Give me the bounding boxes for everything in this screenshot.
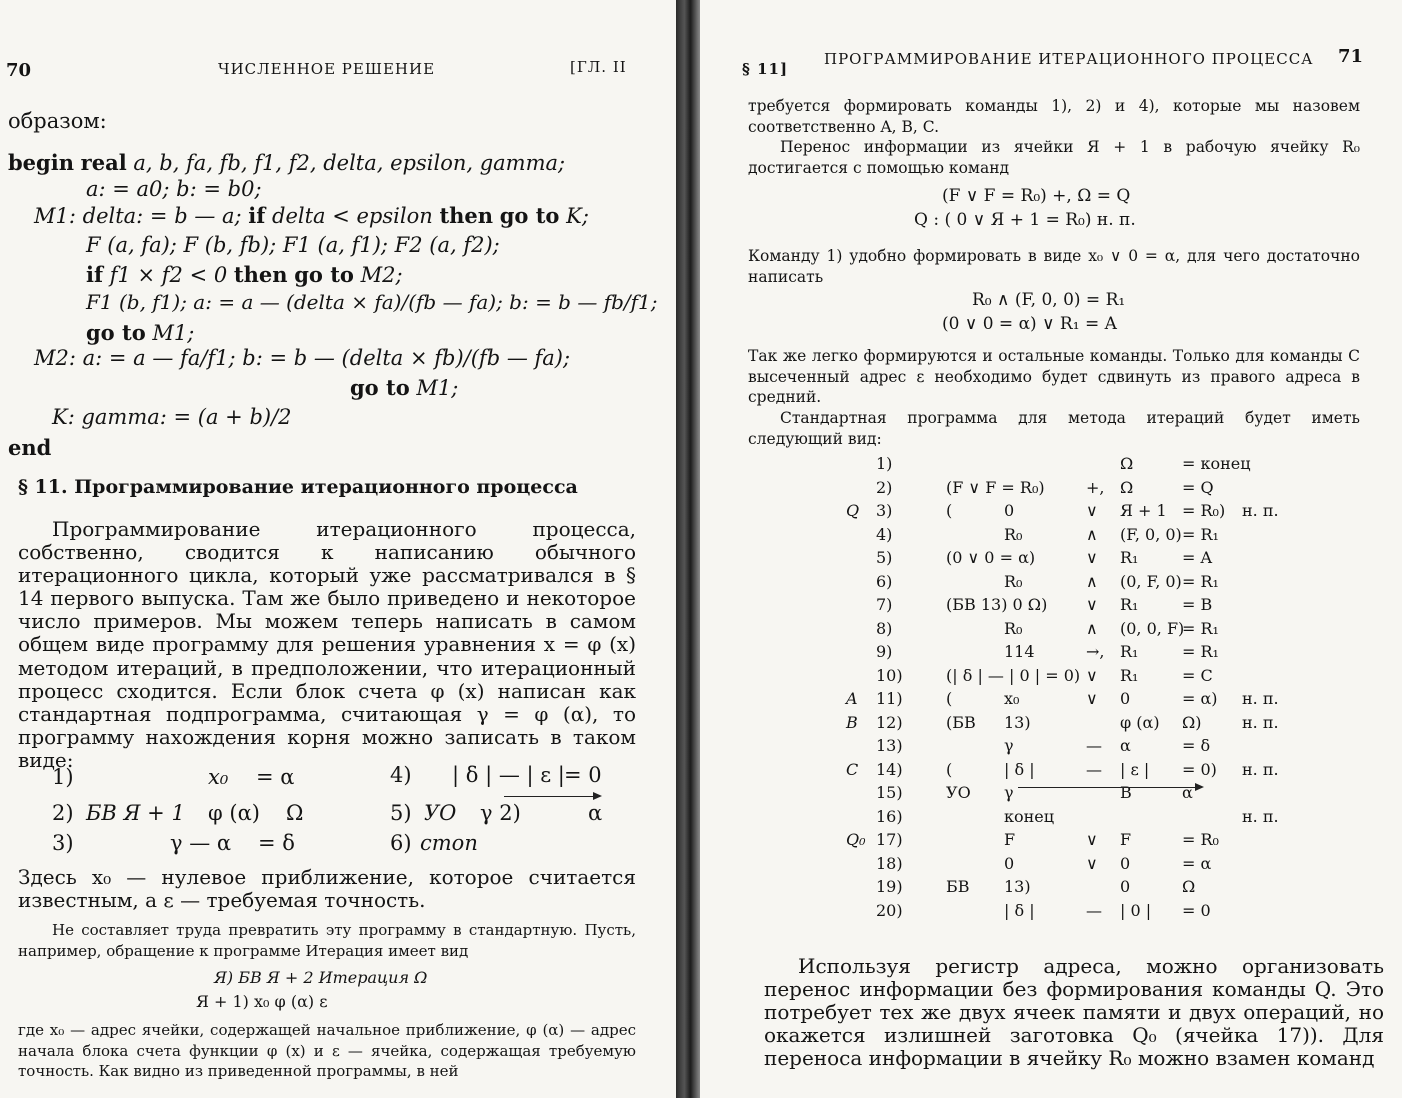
kw-goto-1: go to [499, 203, 560, 228]
table-cell-c: (F, 0, 0) [1120, 524, 1182, 544]
right-page [700, 0, 1402, 1098]
code-declarations: a, b, fa, fb, f1, f2, delta, epsilon, gamma; [133, 151, 566, 175]
table-cell-b: конец [1004, 806, 1055, 826]
table-cell-c: R₁ [1120, 595, 1139, 614]
table-cell-c: F [1120, 830, 1132, 849]
code-line-begin [8, 151, 565, 175]
table-cell-c: φ (α) [1120, 712, 1160, 732]
label-k: K: [52, 405, 75, 429]
table-cell-np: н. п. [1242, 759, 1279, 779]
table-cell-n: 9) [876, 642, 893, 661]
table-cell-n: 15) [876, 783, 903, 802]
left-chapter-ref: [ГЛ. II [570, 58, 627, 76]
m1-statement: delta: = b — a; [82, 204, 242, 228]
table-cell-c: 0 [1120, 853, 1131, 873]
left-running-head: ЧИСЛЕННОЕ РЕШЕНИЕ [218, 60, 436, 78]
table-cell-op: — [1086, 759, 1102, 779]
table-cell-c: | 0 | [1120, 900, 1152, 920]
formula-1-line-2: Q : ( 0 ∨ Я + 1 = R₀) н. п. [914, 210, 1136, 230]
table-cell-b: γ [1004, 783, 1014, 802]
code-line-7 [86, 321, 194, 345]
table-cell-b: | δ | [1004, 759, 1035, 779]
table-cell-op: ∨ [1086, 830, 1098, 849]
table-cell-d: = Q [1182, 477, 1214, 497]
table-cell-op: ∨ [1086, 689, 1098, 708]
table-cell-op: ∧ [1086, 524, 1098, 544]
table-cell-d: = R₁ [1182, 642, 1219, 661]
table-cell-n: 14) [876, 759, 903, 779]
table-cell-d: = R₀) [1182, 501, 1226, 520]
table-cell-d: = конец [1182, 454, 1251, 473]
intro-text: образом: [8, 109, 107, 133]
formula-1-line-1: (F ∨ F = R₀) +, Ω = Q [942, 186, 1131, 206]
kw-begin: begin [8, 150, 74, 175]
table-cell-op: +, [1086, 477, 1105, 497]
table-cell-d: = R₁ [1182, 571, 1219, 591]
prog-a-5: УО [424, 801, 457, 825]
table-cell-b: | δ | [1004, 900, 1035, 920]
section-title: § 11. Программирование итерационного процесса [18, 476, 578, 498]
table-cell-b: 13) [1004, 712, 1031, 732]
table-cell-b: 13) [1004, 877, 1031, 896]
table-cell-op: ∨ [1086, 665, 1098, 685]
table-cell-op: ∨ [1086, 548, 1098, 567]
table-cell-a: (F ∨ F = R₀) [946, 477, 1045, 497]
table-cell-c: α [1120, 736, 1131, 755]
table-cell-np: н. п. [1242, 806, 1279, 826]
label-m2: M2: [34, 346, 76, 370]
table-cell-d: = B [1182, 595, 1213, 614]
prog-b-2: φ (α) [208, 801, 260, 825]
code-line-m1 [34, 204, 589, 228]
right-para-4: Так же легко формируются и остальные команды. Только для команды C высеченный адрес ε необходимо будет сдвинуть из правого адреса в средний. [748, 347, 1360, 406]
table-cell-d: = δ [1182, 736, 1211, 755]
code-line-k [52, 406, 292, 429]
kw-then-2: then [233, 262, 288, 287]
table-cell-c: (0, 0, F) [1120, 618, 1185, 638]
kw-if-1: if [248, 203, 266, 228]
formula-2-line-2: (0 ∨ 0 = α) ∨ R₁ = A [942, 314, 1117, 334]
table-cell-op: ∧ [1086, 618, 1098, 638]
prog-n-1: 1) [52, 765, 74, 789]
right-para-3: Команду 1) удобно формировать в виде x₀ ∨ 0 = α, для чего достаточно написать [748, 247, 1360, 286]
kw-goto-3: go to [86, 320, 146, 345]
table-cell-n: 2) [876, 477, 893, 497]
table-cell-b: R₀ [1004, 618, 1023, 638]
table-cell-n: 19) [876, 877, 903, 896]
left-page [0, 0, 676, 1098]
table-cell-n: 10) [876, 665, 903, 685]
table-cell-lab: Q₀ [846, 830, 866, 849]
table-cell-b: 0 [1004, 501, 1015, 520]
prog-c-3: = δ [258, 831, 295, 855]
table-cell-op: ∨ [1086, 501, 1098, 520]
code-line-6: F1 (b, f1); a: = a — (delta × fa)/(fb — fa); b: = b — fb/f1; [86, 290, 658, 314]
code-line-4: F (a, fa); F (b, fb); F1 (a, f1); F2 (a, f2); [86, 233, 500, 257]
table-cell-op: ∨ [1086, 853, 1098, 873]
code-line-9 [350, 376, 458, 400]
table-cell-d: = C [1182, 665, 1213, 685]
table-cell-d: = A [1182, 548, 1213, 567]
prog-b-3: γ — α [170, 831, 232, 855]
table-cell-b: γ [1004, 736, 1014, 755]
table-cell-c: R₁ [1120, 642, 1139, 661]
prog-c-5: α [588, 801, 603, 825]
table-cell-n: 12) [876, 712, 903, 732]
table-cell-a: ( [946, 501, 953, 520]
table-cell-c: Я + 1 [1120, 501, 1167, 520]
table-cell-n: 16) [876, 806, 903, 826]
table-cell-d: = 0 [1182, 900, 1211, 920]
call-line-1: Я) БВ Я + 2 Итерация Ω [214, 968, 428, 987]
table-cell-n: 8) [876, 618, 893, 638]
kw-goto-4: go to [350, 375, 410, 400]
table-cell-c: | ε | [1120, 759, 1150, 779]
table-cell-a: УО [946, 783, 971, 802]
prog-b-1: x₀ [208, 765, 229, 789]
prog-n-2: 2) [52, 801, 74, 825]
table-cell-d: = α [1182, 853, 1212, 873]
prog-c-4: = 0 [564, 763, 602, 787]
table-cell-lab: C [846, 759, 859, 779]
transfer-arrow [504, 796, 600, 797]
table-cell-n: 13) [876, 736, 903, 755]
prog-a-6: стоп [420, 831, 478, 855]
table-cell-c: Ω [1120, 477, 1134, 497]
table-cell-np: н. п. [1242, 712, 1279, 732]
goto-target-3: M1; [152, 321, 195, 345]
table-cell-n: 6) [876, 571, 893, 591]
table-cell-d: Ω [1182, 877, 1196, 896]
kw-real: real [80, 150, 127, 175]
table-transfer-arrow [1018, 787, 1202, 788]
goto-target-2: M2; [360, 263, 403, 287]
table-cell-lab: Q [846, 501, 860, 520]
label-m1: M1: [34, 204, 76, 228]
prog-n-6: 6) [390, 831, 412, 855]
table-cell-n: 7) [876, 595, 893, 614]
table-cell-a: (0 ∨ 0 = α) [946, 548, 1036, 567]
table-cell-d: = R₁ [1182, 524, 1219, 544]
prog-n-5: 5) [390, 801, 412, 825]
right-section-ref: § 11] [742, 60, 789, 78]
table-cell-n: 5) [876, 548, 893, 567]
table-cell-n: 20) [876, 900, 903, 920]
code-line-5 [86, 263, 403, 287]
k-statement: gamma: = (a + b)/2 [81, 405, 292, 429]
table-cell-d: = 0) [1182, 759, 1217, 779]
paragraph-3: Не составляет труда превратить эту программу в стандартную. Пусть, например, обращение к программе Итерация имеет вид [18, 921, 636, 960]
table-cell-b: x₀ [1004, 689, 1020, 708]
table-cell-np: н. п. [1242, 501, 1279, 520]
prog-c-2: Ω [286, 801, 304, 825]
condition-1: delta < epsilon [272, 204, 433, 228]
kw-end: end [8, 435, 52, 460]
table-cell-d: = α) [1182, 689, 1218, 708]
book-gutter [676, 0, 700, 1098]
call-line-2: Я + 1) x₀ φ (α) ε [196, 992, 328, 1011]
table-cell-a: (| δ | — | 0 | = 0) [946, 665, 1081, 685]
condition-2: f1 × f2 < 0 [109, 263, 228, 287]
formula-2-line-1: R₀ ∧ (F, 0, 0) = R₁ [972, 290, 1126, 310]
table-cell-c: R₁ [1120, 548, 1139, 567]
table-cell-b: R₀ [1004, 571, 1023, 591]
table-cell-np: н. п. [1242, 689, 1279, 708]
prog-b-5: γ 2) [480, 801, 521, 825]
table-cell-d: Ω) [1182, 712, 1202, 732]
prog-n-4: 4) [390, 763, 412, 787]
table-cell-b: 0 [1004, 853, 1015, 873]
table-cell-b: R₀ [1004, 524, 1023, 544]
m2-statement: a: = a — fa/f1; b: = b — (delta × fb)/(fb — fa); [82, 346, 571, 370]
table-cell-c: Ω [1120, 454, 1134, 473]
prog-b-4: | δ | — | ε | [452, 763, 565, 787]
table-cell-op: ∨ [1086, 595, 1098, 614]
table-cell-a: ( [946, 759, 953, 779]
table-cell-d: = R₀ [1182, 830, 1219, 849]
right-para-2: Перенос информации из ячейки Я + 1 в рабочую ячейку R₀ достигается с помощью команд [748, 138, 1360, 177]
table-cell-n: 4) [876, 524, 893, 544]
goto-target-1: K; [566, 204, 589, 228]
paragraph-4: где x₀ — адрес ячейки, содержащей начальное приближение, φ (α) — адрес начала блока счета функции φ (x) и ε — ячейка, содержащая требуемую точность. Как видно из приведенной программы, в ней [18, 1021, 636, 1080]
table-cell-c: B [1120, 783, 1132, 802]
right-para-6: Используя регистр адреса, можно организовать перенос информации без формирования команды Q. Это потребует тех же двух ячеек памяти и двух операций, но окажется излишней заготовка Q₀ (ячейка 17)). Для переноса информации в ячейку R₀ можно взамен команд [764, 954, 1384, 1070]
table-cell-a: ( [946, 689, 953, 708]
table-cell-a: БВ [946, 877, 970, 896]
prog-c-1: = α [256, 765, 295, 789]
prog-n-3: 3) [52, 831, 74, 855]
kw-goto-2: go to [294, 262, 354, 287]
table-cell-c: 0 [1120, 877, 1131, 896]
table-cell-b: 114 [1004, 642, 1035, 661]
goto-target-4: M1; [416, 376, 459, 400]
prog-a-2: БВ Я + 1 [86, 801, 185, 825]
table-cell-n: 17) [876, 830, 903, 849]
right-page-number: 71 [1338, 46, 1364, 67]
kw-then-1: then [439, 203, 494, 228]
kw-if-2: if [86, 262, 104, 287]
table-cell-n: 1) [876, 454, 893, 473]
table-cell-d: α [1182, 783, 1193, 802]
table-cell-c: R₁ [1120, 665, 1139, 685]
table-cell-op: ∧ [1086, 571, 1098, 591]
table-cell-lab: A [846, 689, 858, 708]
right-para-5: Стандартная программа для метода итераций будет иметь следующий вид: [748, 409, 1360, 448]
table-cell-c: 0 [1120, 689, 1131, 708]
left-page-number: 70 [6, 60, 32, 81]
paragraph-1: Программирование итерационного процесса, собственно, сводится к написанию обычного итерационного цикла, который уже рассматривался в § 14 первого выпуска. Там же было приведено и некоторое число примеров. Мы можем теперь написать в самом общем виде программу для решения уравнения x = φ (x) методом итераций, в предположении, что итерационный процесс сходится. Если блок счета φ (x) написан как стандартная подпрограмма, считающая γ = φ (α), то программу нахождения корня можно записать в таком виде: [18, 517, 636, 772]
table-cell-c: (0, F, 0) [1120, 571, 1182, 591]
table-cell-lab: B [846, 712, 858, 732]
table-cell-n: 11) [876, 689, 903, 708]
right-running-head: ПРОГРАММИРОВАНИЕ ИТЕРАЦИОННОГО ПРОЦЕССА [824, 50, 1314, 68]
code-line-m2 [34, 347, 570, 370]
table-cell-n: 3) [876, 501, 893, 520]
table-cell-d: = R₁ [1182, 618, 1219, 638]
table-cell-b: F [1004, 830, 1016, 849]
table-cell-a: (БВ [946, 712, 976, 732]
code-line-2: a: = a0; b: = b0; [86, 177, 262, 201]
table-cell-op: →, [1086, 642, 1105, 661]
table-cell-n: 18) [876, 853, 903, 873]
paragraph-2: Здесь x₀ — нулевое приближение, которое считается известным, а ε — требуемая точность. [18, 865, 636, 912]
right-para-1: требуется формировать команды 1), 2) и 4), которые мы назовем соответственно A, B, C. [748, 97, 1360, 136]
table-cell-op: — [1086, 736, 1102, 755]
table-cell-a: (БВ 13) 0 Ω) [946, 595, 1048, 614]
table-cell-op: — [1086, 900, 1102, 920]
